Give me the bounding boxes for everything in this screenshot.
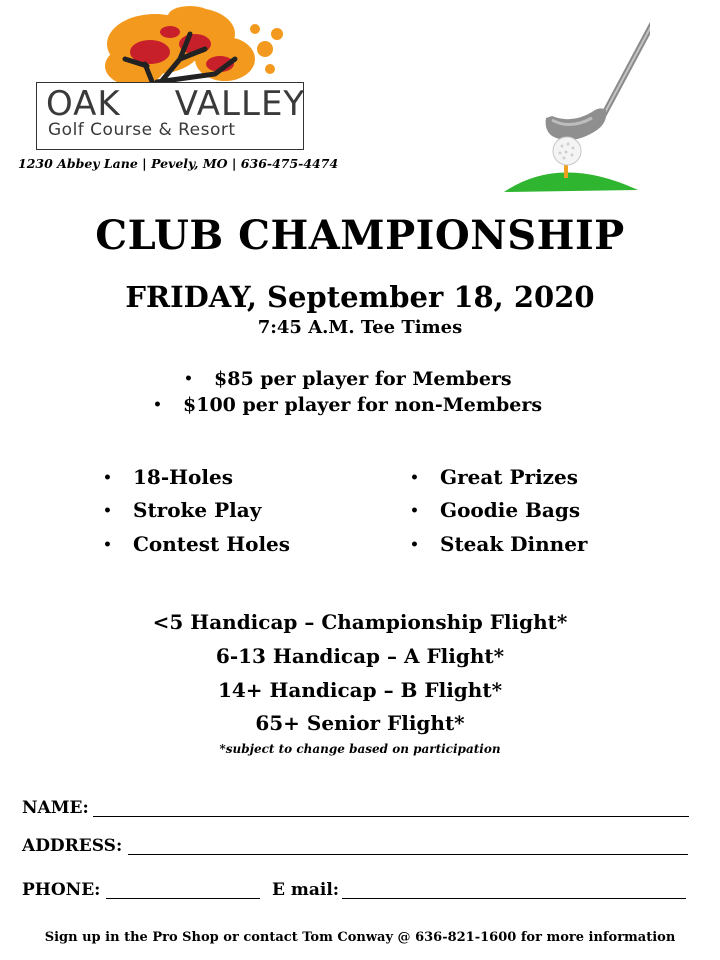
logo-name-right: VALLEY (174, 84, 306, 124)
flight-note: *subject to change based on participation (219, 742, 501, 756)
email-row (272, 880, 339, 900)
course-address: 1230 Abbey Lane | Pevely, MO | 636-475-4474 (18, 156, 339, 171)
phone-row (22, 880, 100, 900)
price-members: $85 per player for Members (214, 368, 512, 390)
flight-championship: <5 Handicap – Championship Flight* (152, 610, 568, 634)
address-field[interactable] (128, 854, 688, 855)
golf-club-icon (500, 6, 650, 196)
bullet: • (410, 470, 419, 486)
logo-name-left: OAK (46, 84, 121, 124)
event-title: CLUB CHAMPIONSHIP (95, 212, 625, 259)
phone-label: PHONE: (22, 880, 101, 900)
bullet: • (184, 371, 193, 387)
feature-item (410, 498, 580, 522)
tee-time: 7:45 A.M. Tee Times (257, 317, 463, 338)
email-label: E mail: (272, 880, 340, 900)
feature-item (103, 465, 233, 489)
feature-label: Goodie Bags (440, 498, 581, 522)
feature-item (410, 532, 587, 556)
feature-label: Great Prizes (440, 465, 579, 489)
price-non-members: $100 per player for non-Members (183, 394, 543, 416)
address-label: ADDRESS: (22, 836, 123, 856)
bullet: • (103, 537, 112, 553)
feature-label: Contest Holes (133, 532, 291, 556)
name-field[interactable] (93, 816, 689, 817)
price-item (153, 394, 542, 416)
bullet: • (103, 470, 112, 486)
logo-subtitle: Golf Course & Resort (48, 120, 236, 140)
price-item (184, 368, 512, 390)
logo-name (46, 84, 305, 124)
feature-item (103, 498, 261, 522)
feature-label: Steak Dinner (440, 532, 588, 556)
feature-label: 18-Holes (133, 465, 233, 489)
feature-label: Stroke Play (133, 498, 262, 522)
bullet: • (410, 503, 419, 519)
event-date: FRIDAY, September 18, 2020 (125, 280, 595, 314)
feature-item (410, 465, 578, 489)
flight-a: 6-13 Handicap – A Flight* (215, 644, 505, 668)
feature-item (103, 532, 290, 556)
phone-field[interactable] (106, 898, 260, 899)
bullet: • (103, 503, 112, 519)
flight-senior: 65+ Senior Flight* (255, 711, 465, 735)
footer-signup-info: Sign up in the Pro Shop or contact Tom Conway @ 636-821-1600 for more information (44, 930, 676, 945)
address-row (22, 836, 122, 856)
name-label: NAME: (22, 798, 89, 818)
name-row (22, 798, 89, 818)
bullet: • (410, 537, 419, 553)
flight-b: 14+ Handicap – B Flight* (217, 678, 503, 702)
bullet: • (153, 397, 162, 413)
email-field[interactable] (342, 898, 686, 899)
